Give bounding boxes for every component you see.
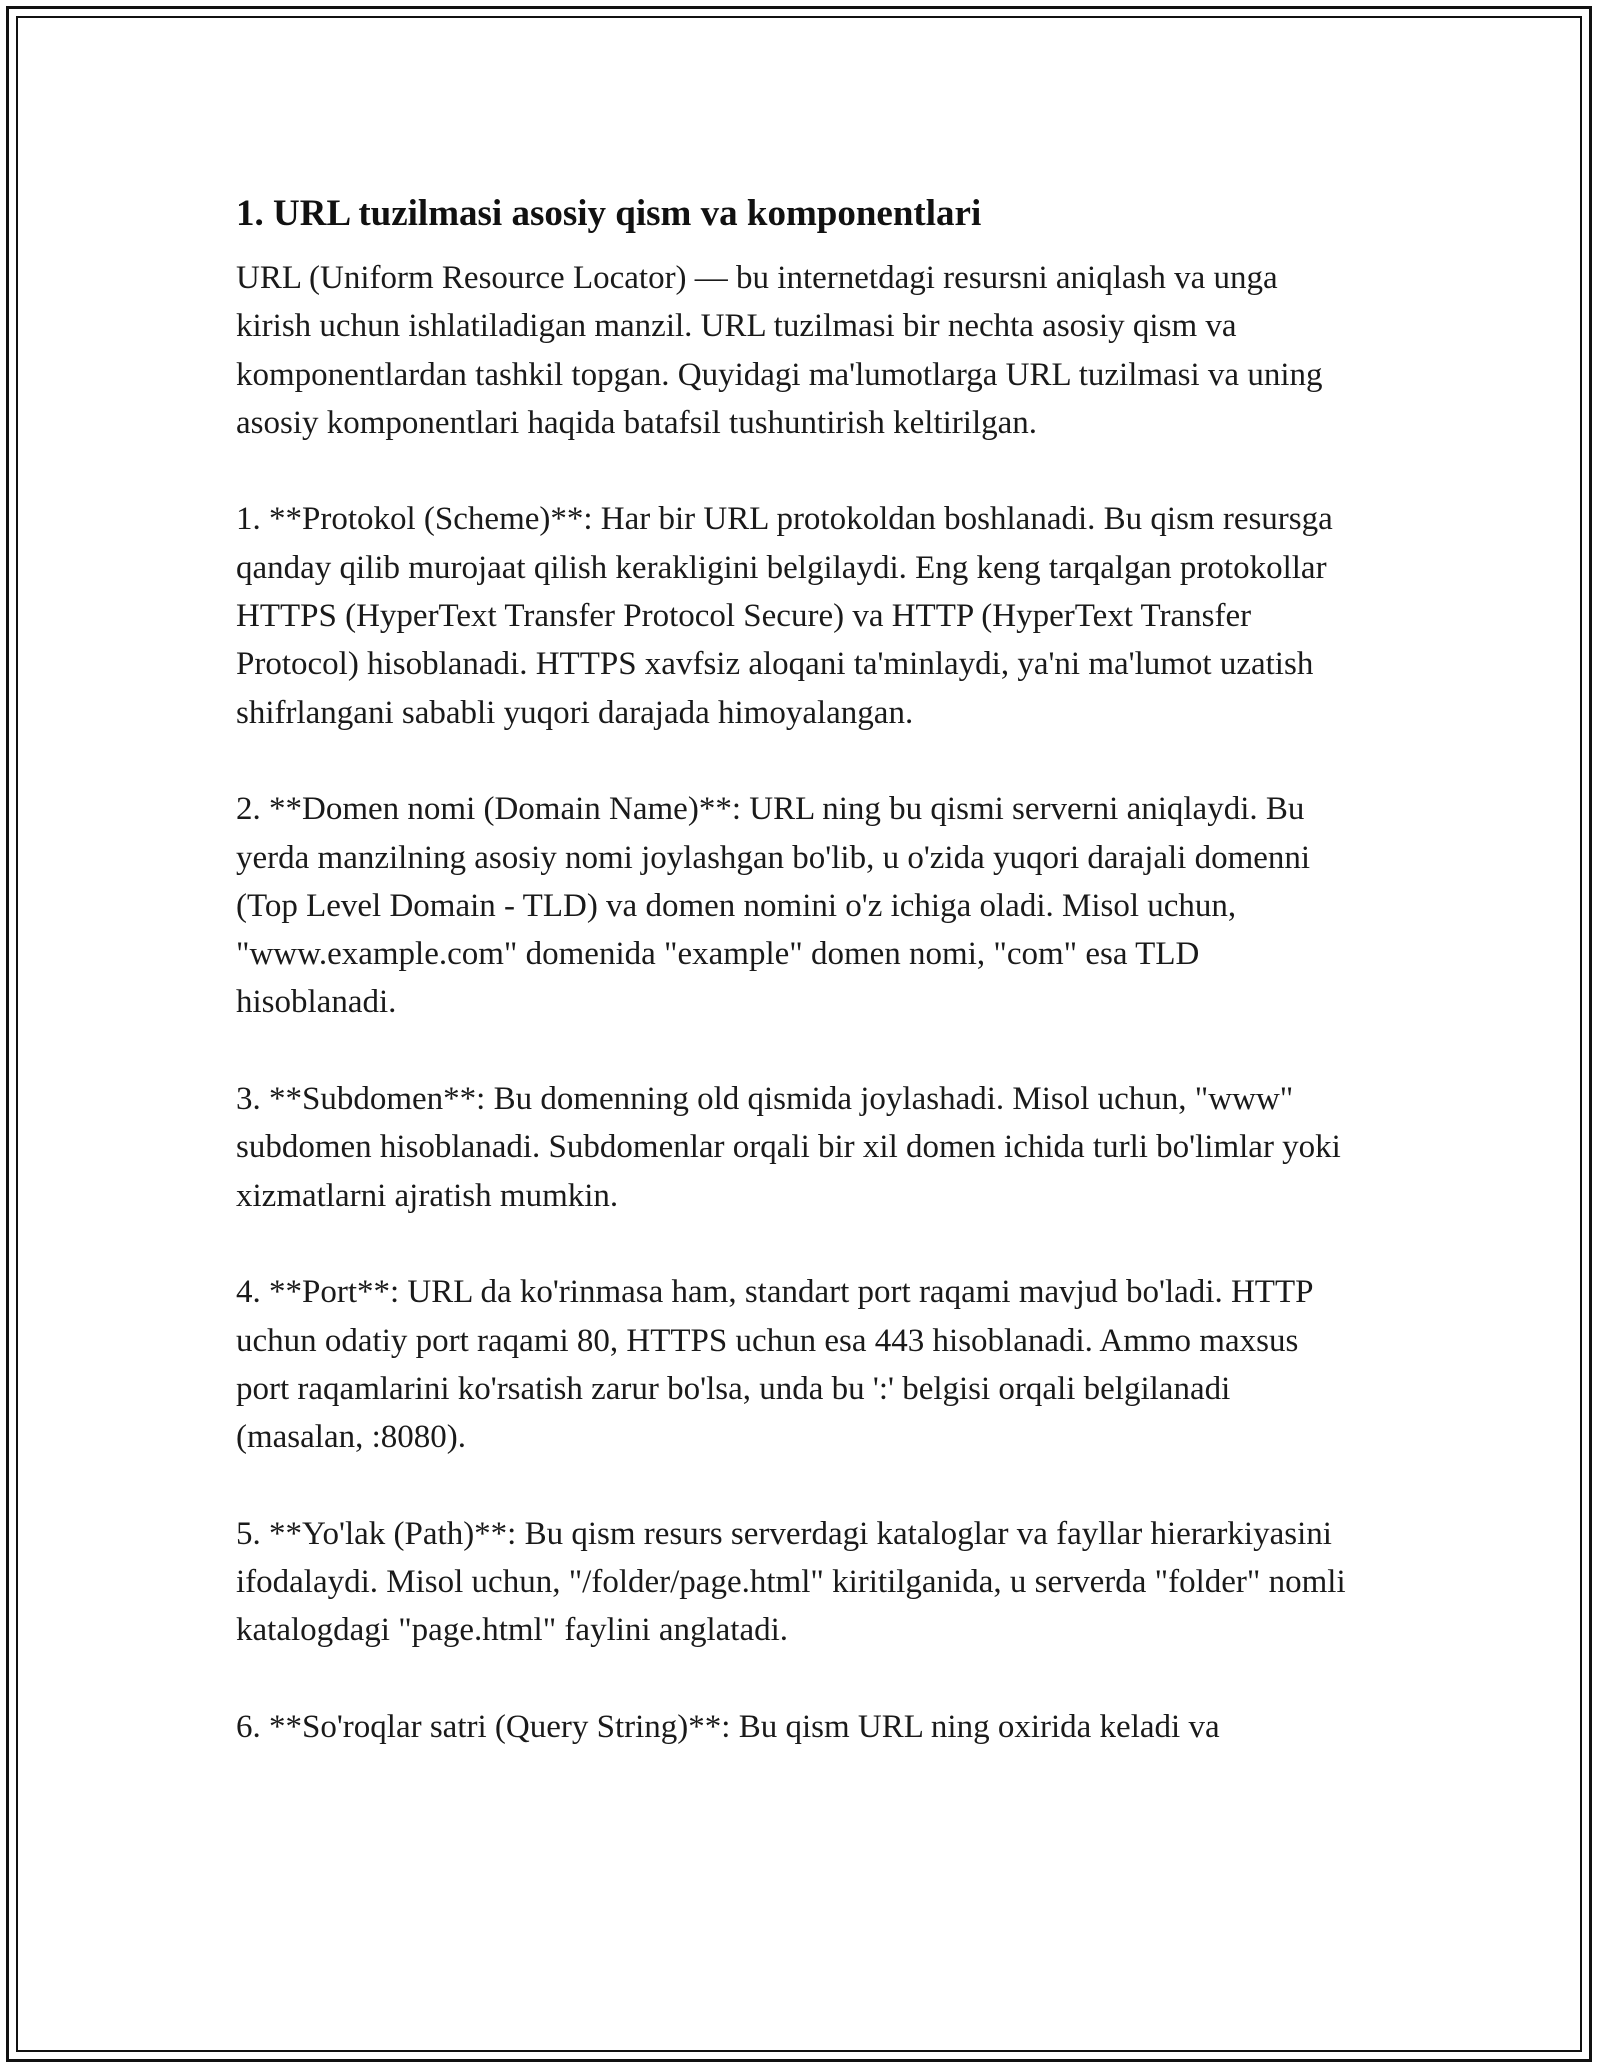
list-item-query-string: 6. **So'roqlar satri (Query String)**: Bu qism URL ning oxirida keladi va	[236, 1708, 1220, 1745]
document-heading: 1. URL tuzilmasi asosiy qism va komponentlari	[236, 193, 982, 234]
list-item-domain-name: 2. **Domen nomi (Domain Name)**: URL ning bu qismi serverni aniqlaydi. Bu yerda manzilning asosiy nomi joylashgan bo'lib, u o'zida yuqori darajali domenni (Top Level Domain - TLD) va domen nomini o'z ichiga oladi. Misol uchun, "www.example.com" domenida "example" domen nomi, "com" esa TLD hisoblanadi.	[236, 791, 1311, 1021]
list-item-subdomain: 3. **Subdomen**: Bu domenning old qismida joylashadi. Misol uchun, "www" subdomen hisoblanadi. Subdomenlar orqali bir xil domen ichida turli bo'limlar yoki xizmatlarni ajratish mumkin.	[236, 1081, 1341, 1214]
intro-paragraph: URL (Uniform Resource Locator) — bu internetdagi resursni aniqlash va unga kirish uchun ishlatiladigan manzil. URL tuzilmasi bir nechta asosiy qism va komponentlardan tashkil topgan. Quyidagi ma'lumotlarga URL tuzilmasi va uning asosiy komponentlari haqida batafsil tushuntirish keltirilgan.	[236, 260, 1323, 441]
document-body	[236, 186, 1356, 1751]
list-item-protocol: 1. **Protokol (Scheme)**: Har bir URL protokoldan boshlanadi. Bu qism resursga qanday qilib murojaat qilish kerakligini belgilaydi. Eng keng tarqalgan protokollar HTTPS (HyperText Transfer Protocol Secure) va HTTP (HyperText Transfer Protocol) hisoblanadi. HTTPS xavfsiz aloqani ta'minlaydi, ya'ni ma'lumot uzatish shifrlangani sababli yuqori darajada himoyalangan.	[236, 501, 1333, 731]
list-item-port: 4. **Port**: URL da ko'rinmasa ham, standart port raqami mavjud bo'ladi. HTTP uchun odatiy port raqami 80, HTTPS uchun esa 443 hisoblanadi. Ammo maxsus port raqamlarini ko'rsatish zarur bo'lsa, unda bu ':' belgisi orqali belgilanadi (masalan, :8080).	[236, 1274, 1313, 1456]
list-item-path: 5. **Yo'lak (Path)**: Bu qism resurs serverdagi kataloglar va fayllar hierarkiyasini ifodalaydi. Misol uchun, "/folder/page.html" kiritilganida, u serverda "folder" nomli katalogdagi "page.html" faylini anglatadi.	[236, 1515, 1346, 1649]
